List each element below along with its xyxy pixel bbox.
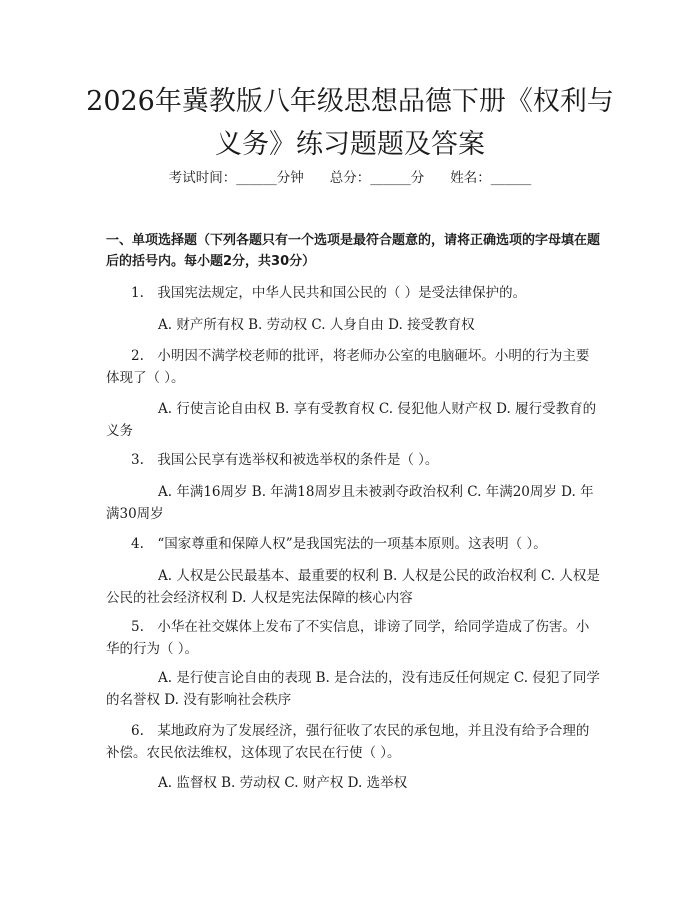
question-5-stem: 5. 小华在社交媒体上发布了不实信息，诽谤了同学，给同学造成了伤害。小华的行为（ ）。 — [106, 619, 590, 657]
title-line-2: 义务》练习题题及答案 — [215, 129, 485, 160]
question-1-options: A. 财产所有权 B. 劳动权 C. 人身自由 D. 接受教育权 — [158, 317, 475, 333]
question-5-options: A. 是行使言论自由的表现 B. 是合法的，没有违反任何规定 C. 侵犯了同学的名誉权 D. 没有影响社会秩序 — [106, 670, 600, 708]
exam-info — [0, 168, 700, 188]
section-heading: 一、单项选择题（下列各题只有一个选项是最符合题意的，请将正确选项的字母填在题后的括号内。每小题2分，共30分） — [106, 233, 601, 269]
exam-time-label: 考试时间：______分钟 — [168, 170, 304, 186]
question-4-stem: 4. “国家尊重和保障人权”是我国宪法的一项基本原则。这表明（ ）。 — [131, 536, 547, 552]
question-6-stem: 6. 某地政府为了发展经济，强行征收了农民的承包地，并且没有给予合理的补偿。农民依法维权，这体现了农民在行使（ ）。 — [106, 723, 590, 761]
question-3-options: A. 年满16周岁 B. 年满18周岁且未被剥夺政治权利 C. 年满20周岁 D. 年满30周岁 — [106, 484, 594, 522]
title-line-1: 2026年冀教版八年级思想品德下册《权利与 — [86, 86, 614, 117]
question-4-options: A. 人权是公民最基本、最重要的权利 B. 人权是公民的政治权利 C. 人权是公民的社会经济权利 D. 人权是宪法保障的核心内容 — [106, 568, 600, 606]
total-score-label: 总分：______分 — [329, 170, 425, 186]
question-3-stem: 3. 我国公民享有选举权和被选举权的条件是（ ）。 — [131, 452, 439, 468]
document-title — [60, 80, 640, 166]
question-2-options: A. 行使言论自由权 B. 享有受教育权 C. 侵犯他人财产权 D. 履行受教育的义务 — [106, 401, 597, 439]
question-1-stem: 1. 我国宪法规定，中华人民共和国公民的（ ）是受法律保护的。 — [131, 285, 527, 301]
name-label: 姓名：______ — [450, 170, 532, 186]
question-6-options: A. 监督权 B. 劳动权 C. 财产权 D. 选举权 — [158, 775, 408, 791]
question-2-stem: 2. 小明因不满学校老师的批评，将老师办公室的电脑砸坏。小明的行为主要体现了（ ）。 — [106, 348, 590, 386]
